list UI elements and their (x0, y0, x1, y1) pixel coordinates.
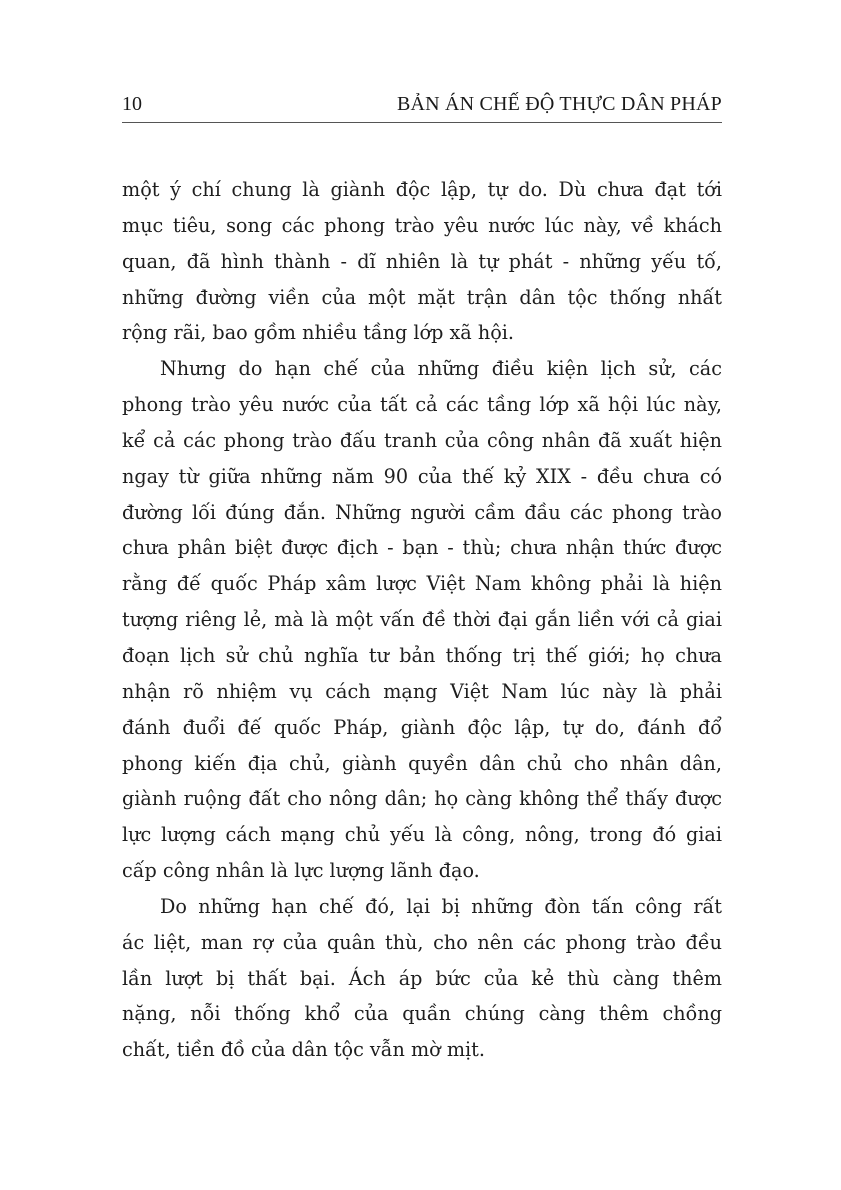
text-line: giành ruộng đất cho nông dân; họ càng không thể thấy được (122, 787, 722, 811)
running-head (122, 93, 722, 119)
text-line: đường lối đúng đắn. Những người cầm đầu các phong trào (122, 500, 722, 524)
text-line: một ý chí chung là giành độc lập, tự do. Dù chưa đạt tới (122, 178, 722, 201)
paragraph-3 (122, 889, 722, 1068)
text-line: Do những hạn chế đó, lại bị những đòn tấn công rất (160, 894, 722, 918)
body-text (122, 172, 722, 1068)
text-line: chưa phân biệt được địch - bạn - thù; chưa nhận thức được (122, 536, 722, 560)
text-line: tượng riêng lẻ, mà là một vấn đề thời đại gắn liền với cả giai (122, 608, 722, 632)
text-line: phong trào yêu nước của tất cả các tầng lớp xã hội lúc này, (122, 393, 722, 417)
running-title: BẢN ÁN CHẾ ĐỘ THỰC DÂN PHÁP (396, 93, 722, 115)
text-line: đánh đuổi đế quốc Pháp, giành độc lập, tự do, đánh đổ (122, 715, 722, 739)
text-line: kể cả các phong trào đấu tranh của công nhân đã xuất hiện (122, 428, 722, 452)
text-line: mục tiêu, song các phong trào yêu nước lúc này, về khách (122, 213, 722, 237)
text-line: lần lượt bị thất bại. Ách áp bức của kẻ thù càng thêm (122, 966, 722, 990)
text-line: nặng, nỗi thống khổ của quần chúng càng thêm chồng (122, 1002, 722, 1026)
text-line: đoạn lịch sử chủ nghĩa tư bản thống trị thế giới; họ chưa (122, 643, 722, 667)
text-line: quan, đã hình thành - dĩ nhiên là tự phát - những yếu tố, (122, 249, 722, 273)
page-number: 10 (122, 93, 142, 115)
paragraph-1 (122, 172, 722, 351)
paragraph-2 (122, 351, 722, 889)
text-line: chất, tiền đồ của dân tộc vẫn mờ mịt. (122, 1038, 485, 1062)
text-line: rộng rãi, bao gồm nhiều tầng lớp xã hội. (122, 321, 514, 345)
text-line: những đường viền của một mặt trận dân tộc thống nhất (122, 285, 722, 309)
text-line: nhận rõ nhiệm vụ cách mạng Việt Nam lúc này là phải (122, 679, 722, 703)
text-line: phong kiến địa chủ, giành quyền dân chủ cho nhân dân, (122, 751, 722, 775)
text-line: ác liệt, man rợ của quân thù, cho nên các phong trào đều (122, 930, 722, 954)
header-rule (122, 122, 722, 123)
text-line: lực lượng cách mạng chủ yếu là công, nông, trong đó giai (122, 823, 722, 847)
text-line: rằng đế quốc Pháp xâm lược Việt Nam không phải là hiện (122, 572, 722, 596)
text-line: Nhưng do hạn chế của những điều kiện lịch sử, các (160, 357, 722, 381)
text-line: cấp công nhân là lực lượng lãnh đạo. (122, 859, 480, 883)
text-line: ngay từ giữa những năm 90 của thế kỷ XIX - đều chưa có (122, 464, 722, 488)
